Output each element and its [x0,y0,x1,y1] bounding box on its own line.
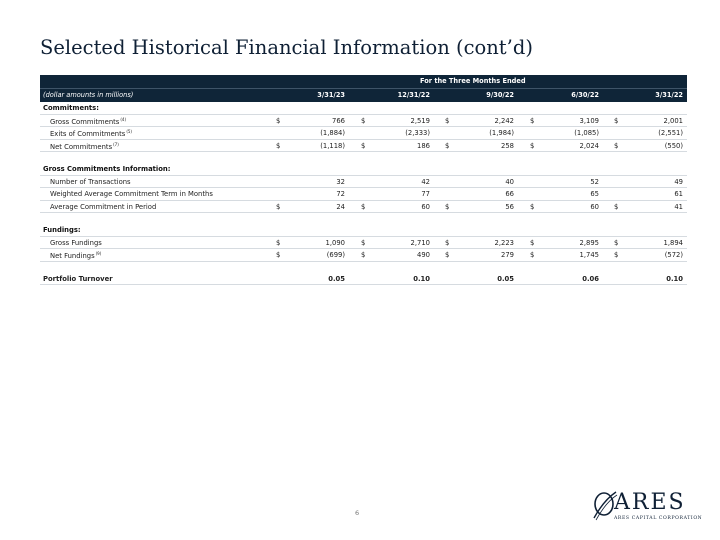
table-cell: 2,710 [410,238,430,247]
table-cell: 2,895 [579,238,599,247]
table-cell: 279 [501,251,514,259]
currency-symbol: $ [361,251,366,259]
table-cell: 2,223 [494,238,514,247]
currency-symbol: $ [530,141,535,150]
section-label: Fundings: [43,226,81,234]
section-gross-commitments-info [40,163,687,176]
table-cell: 0.05 [328,274,345,283]
currency-symbol: $ [276,141,281,150]
currency-symbol: $ [614,238,619,247]
currency-symbol: $ [614,141,619,150]
table-row [40,140,687,153]
row-label [50,239,102,247]
section-label: Commitments: [43,104,99,112]
table-cell: (1,884) [320,129,345,137]
spacer-row [40,213,687,224]
table-cell: 2,242 [494,116,514,125]
row-label-text: Net Fundings [50,252,95,260]
footnote-marker: (4) [120,116,127,122]
currency-symbol: $ [614,251,619,259]
row-label [50,129,132,138]
financial-table [40,75,687,285]
table-cell: 66 [505,190,514,198]
table-cell: 60 [421,202,430,211]
table-row [40,115,687,128]
currency-symbol: $ [445,202,450,211]
ares-logo [592,490,703,526]
table-cell: 0.05 [497,274,514,283]
table-cell: 0.10 [413,274,430,283]
table-row [40,188,687,201]
section-label: Gross Commitments Information: [43,165,171,173]
period-header-row [40,75,687,88]
table-cell: 0.06 [582,274,599,283]
table-cell: 766 [332,116,345,125]
currency-symbol: $ [530,202,535,211]
table-row [40,201,687,214]
logo-word: ARES [614,490,686,515]
column-header-row [40,88,687,102]
row-label [50,142,119,151]
table-cell: 65 [590,190,599,198]
currency-symbol: $ [445,251,450,259]
row-label-text: Number of Transactions [50,177,131,186]
currency-symbol: $ [445,141,450,150]
currency-symbol: $ [276,251,281,259]
table-cell: (572) [664,251,683,259]
row-label-text: Exits of Commitments [50,130,126,138]
table-cell: (699) [326,251,345,259]
column-header: 3/31/22 [655,91,683,99]
table-cell: (550) [664,141,683,150]
row-label [50,190,213,198]
currency-symbol: $ [276,238,281,247]
currency-symbol: $ [445,116,450,125]
row-label-text: Weighted Average Commitment Term in Months [50,190,213,198]
table-cell: 1,090 [325,238,345,247]
currency-symbol: $ [445,238,450,247]
column-header: 9/30/22 [486,91,514,99]
footnote-marker: (7) [113,141,119,147]
currency-symbol: $ [361,141,366,150]
footnote-marker: (9) [95,251,102,256]
table-cell: 60 [590,202,599,211]
table-cell: 56 [505,202,514,211]
currency-symbol: $ [361,202,366,211]
table-cell: (1,118) [320,141,345,150]
table-cell: 40 [505,177,514,186]
table-row [40,176,687,189]
page-title: Selected Historical Financial Information (cont’d) [40,36,533,59]
table-cell: (2,333) [405,129,430,137]
table-cell: 49 [674,177,683,186]
table-cell: 32 [336,177,345,186]
spacer-row [40,262,687,273]
currency-symbol: $ [361,238,366,247]
row-label-text: Gross Fundings [50,238,102,247]
row-label [50,251,101,260]
table-cell: 42 [421,177,430,186]
currency-symbol: $ [276,202,281,211]
period-header: For the Three Months Ended [420,77,526,85]
row-label-text: Gross Commitments [50,117,120,126]
currency-symbol: $ [361,116,366,125]
table-row [40,249,687,262]
table-cell: 2,519 [410,116,430,125]
table-cell: 41 [674,202,683,211]
table-cell: 2,024 [579,141,599,150]
footnote-marker: (5) [126,129,132,134]
table-cell: (1,085) [574,129,599,137]
table-cell: 186 [417,141,430,150]
table-cell: 258 [501,141,514,150]
table-cell: 490 [417,251,430,259]
table-cell: 24 [336,202,345,211]
table-cell: (1,984) [489,129,514,137]
currency-symbol: $ [614,116,619,125]
row-label: Portfolio Turnover [43,274,113,283]
column-header: 6/30/22 [571,91,599,99]
column-header: 3/31/23 [317,91,345,99]
table-cell: (2,551) [658,129,683,137]
row-label [50,178,131,186]
column-header: 12/31/22 [397,91,430,99]
table-cell: 3,109 [579,116,599,125]
currency-symbol: $ [276,116,281,125]
table-row [40,127,687,140]
currency-symbol: $ [530,251,535,259]
table-cell: 77 [421,190,430,198]
units-label: (dollar amounts in millions) [43,91,134,99]
table-cell: 61 [674,190,683,198]
spacer-row [40,152,687,163]
table-cell: 52 [590,177,599,186]
table-cell: 1,894 [663,238,683,247]
row-label-text: Net Commitments [50,142,113,151]
row-label [50,117,126,126]
page-number: 6 [355,509,360,517]
table-cell: 0.10 [666,274,683,283]
table-cell: 1,745 [579,251,599,259]
section-fundings [40,224,687,237]
currency-symbol: $ [614,202,619,211]
logo-subtitle: ARES CAPITAL CORPORATION [614,516,703,521]
currency-symbol: $ [530,238,535,247]
table-row [40,237,687,250]
table-row-portfolio-turnover [40,273,687,286]
row-label [50,203,156,211]
table-cell: 2,001 [663,116,683,125]
currency-symbol: $ [530,116,535,125]
table-cell: 72 [336,190,345,198]
row-label-text: Average Commitment in Period [50,202,157,211]
section-commitments [40,102,687,115]
